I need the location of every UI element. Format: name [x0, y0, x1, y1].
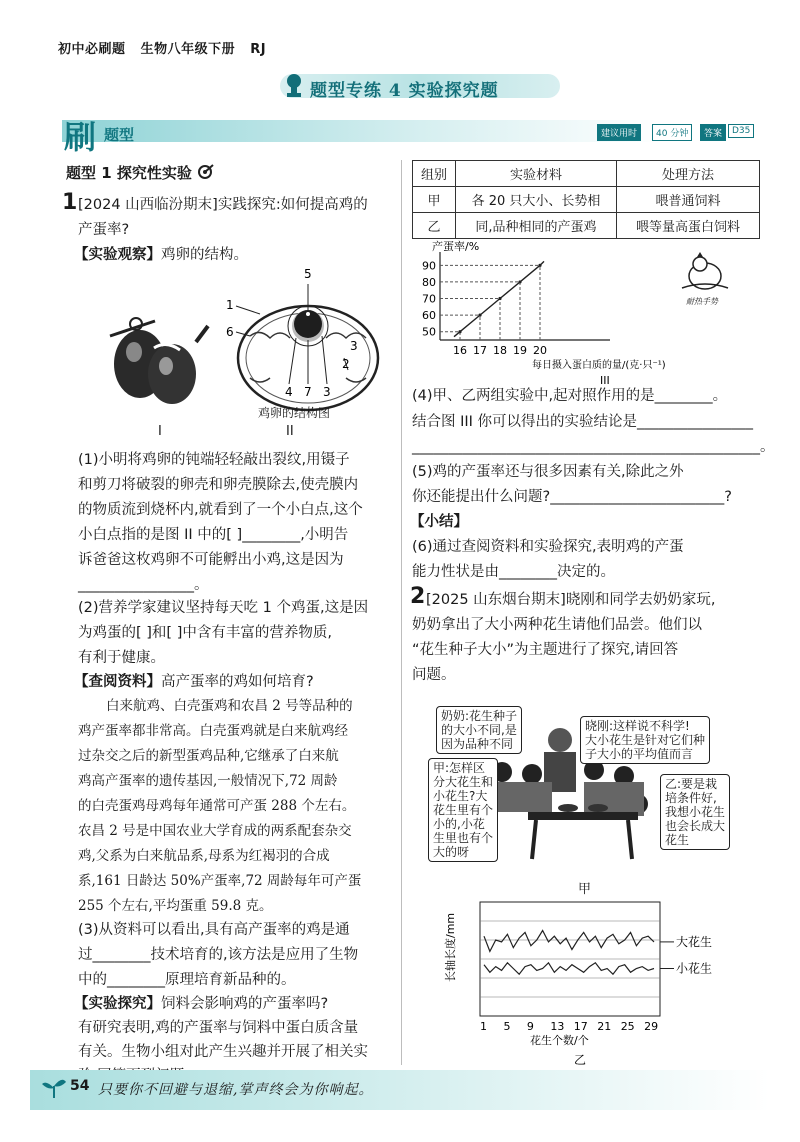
table-cell: 同,品种相同的产蛋鸡 — [456, 213, 617, 239]
material-line-4: 鸡高产蛋率的遗传基因,一般情况下,72 周龄 — [78, 773, 338, 789]
data-point — [478, 314, 481, 317]
p4-line-1: 有研究表明,鸡的产蛋率与饲料中蛋白质含量 — [78, 1020, 359, 1036]
x-axis-label: 每日摄入蛋白质的量/(克·只⁻¹) — [532, 360, 666, 371]
explore-line: 【实验探究】饲料会影响鸡的产蛋率吗? — [74, 996, 329, 1012]
legend-large-peanut: 大花生 — [676, 934, 713, 949]
book-name: 生物八年级下册 — [140, 42, 236, 57]
p3-line-1: (3)从资料可以看出,具有高产蛋率的鸡是通 — [78, 922, 350, 938]
y-axis-label: 长轴长度/mm — [444, 912, 457, 982]
section-title: 题型 1 探究性实验 — [66, 162, 215, 183]
p1-line-2: 和剪刀将破裂的卵壳和卵壳膜除去,使壳膜内 — [78, 477, 359, 493]
q6-line-1: (6)通过查阅资料和实验探究,表明鸡的产蛋 — [412, 539, 684, 555]
q2-line-2: 奶奶拿出了大小两种花生请他们品尝。他们以 — [412, 617, 702, 633]
x-tick-label: 9 — [526, 1020, 534, 1033]
q2-line-3: “花生种子大小”为主题进行了探究,请回答 — [412, 642, 679, 658]
bubble-xiaogang: 晓刚:这样说不科学! 大小花生是针对它们种 子大小的平均值而言 — [580, 716, 710, 764]
table-row — [413, 213, 760, 239]
egg-label-2: 2 — [342, 357, 350, 371]
egg-label-3b: 3 — [323, 385, 331, 399]
observe-line: 【实验观察】鸡卵的结构。 — [74, 247, 248, 263]
x-tick-label: 1 — [480, 1020, 487, 1033]
y-tick-label: 90 — [422, 259, 436, 273]
table-cell: 乙 — [413, 213, 456, 239]
x-tick-label: 29 — [644, 1020, 659, 1033]
q4-line-3: ________________________________________________。 — [412, 439, 775, 455]
x-tick-label: 21 — [597, 1020, 612, 1033]
table-cell: 甲 — [413, 187, 456, 213]
question-2-number: 2 — [410, 584, 426, 609]
x-tick-label: 18 — [493, 344, 507, 357]
x-tick-label: 5 — [503, 1020, 511, 1033]
egg-label-3a: 3 — [350, 339, 358, 353]
answer-label: 答案 — [700, 124, 726, 141]
series-line-large — [484, 931, 654, 952]
y-tick-label: 50 — [422, 325, 436, 339]
material-line-6: 农昌 2 号是中国农业大学育成的两系配套杂交 — [78, 823, 352, 839]
series-name: 初中必刷题 — [58, 42, 126, 57]
egg-structure-diagram — [226, 267, 378, 410]
x-tick-label: 19 — [513, 344, 527, 357]
p2-line-3: 有利于健康。 — [78, 650, 165, 666]
egg-caption: 鸡卵的结构图 — [258, 406, 331, 420]
table-row — [413, 187, 760, 213]
y-axis-label: 产蛋率/% — [432, 240, 480, 253]
x-tick-label: 17 — [573, 1020, 588, 1033]
p3-line-2: 过________技术培育的,该方法是应用了生物 — [78, 947, 359, 963]
x-tick-label: 17 — [473, 344, 487, 357]
x-axis-label: 花生个数/个 — [530, 1034, 589, 1047]
q1-line2: 产蛋率? — [78, 222, 130, 238]
data-point — [498, 297, 501, 300]
q6-line-2: 能力性状是由________决定的。 — [412, 564, 615, 580]
p1-line-4: 小白点指的是图 II 中的[ ]________,小明告 — [78, 527, 349, 543]
p1-line-3: 的物质流到烧杯内,就看到了一个小白点,这个 — [78, 502, 363, 518]
answer-page: D35 — [728, 124, 754, 138]
practice-band — [62, 114, 751, 156]
table-cell: 喂普通饲料 — [617, 187, 760, 213]
peanut-length-chart — [440, 896, 740, 1066]
broken-egg-illustration — [110, 318, 208, 404]
material-line-2: 鸡产蛋率都非常高。白壳蛋鸡就是白来航鸡经 — [78, 723, 348, 739]
page-number: 54 — [70, 1078, 90, 1094]
p1-line-6: ________________。 — [78, 577, 209, 593]
figure-label-i: I — [158, 424, 162, 439]
chart-caption: 乙 — [574, 1053, 587, 1066]
bubble-grandma: 奶奶:花生种子 的大小不同,是 因为品种不同 — [436, 706, 522, 754]
q5-line-2: 你还能提出什么问题?________________________? — [412, 489, 732, 505]
x-tick-label: 25 — [620, 1020, 635, 1033]
trophy-icon — [282, 72, 306, 100]
cartoon-caption: 甲 — [578, 882, 592, 897]
topic-banner — [270, 66, 570, 106]
x-tick-label: 20 — [533, 344, 547, 357]
edition: RJ — [250, 42, 267, 57]
table-cell: 喂等量高蛋白饲料 — [617, 213, 760, 239]
book-header — [58, 38, 266, 57]
y-tick-label: 60 — [422, 309, 436, 323]
series-line-small — [484, 963, 654, 974]
p1-line-1: (1)小明将鸡卵的钝端轻轻敲出裂纹,用镊子 — [78, 452, 350, 468]
q4-line-2: 结合图 III 你可以得出的实验结论是________________ — [412, 414, 754, 430]
egg-label-5: 5 — [304, 267, 312, 281]
y-tick-label: 70 — [422, 292, 436, 306]
sprout-icon — [40, 1074, 68, 1100]
egg-label-7: 7 — [304, 385, 312, 399]
x-tick-label: 13 — [550, 1020, 565, 1033]
shua-char: 刷 — [64, 118, 97, 156]
p2-line-2: 为鸡蛋的[ ]和[ ]中含有丰富的营养物质, — [78, 625, 332, 641]
p2-line-1: (2)营养学家建议坚持每天吃 1 个鸡蛋,这是因 — [78, 600, 369, 616]
material-line-8: 系,161 日龄达 50%产蛋率,72 周龄每年可产蛋 — [78, 873, 362, 889]
figure-label-ii: II — [286, 424, 294, 439]
hen-note: 耐热手势 — [686, 297, 718, 306]
time-value: 40 分钟 — [652, 124, 692, 141]
p3-line-3: 中的________原理培育新品种的。 — [78, 972, 296, 988]
q4-line-1: (4)甲、乙两组实验中,起对照作用的是________。 — [412, 388, 728, 404]
summary-label: 【小结】 — [410, 514, 468, 530]
table-header-row — [413, 161, 760, 187]
time-label: 建议用时 — [597, 124, 641, 141]
egg-figure — [100, 266, 400, 446]
bubble-jia: 甲:怎样区 分大花生和 小花生?大 花生里有个 小的,小花 生里也有个 大的呀 — [428, 758, 498, 862]
material-line-1: 白来航鸡、白壳蛋鸡和农昌 2 号等品种的 — [106, 698, 353, 714]
question-1-number: 1 — [62, 190, 78, 215]
q5-line-1: (5)鸡的产蛋率还与很多因素有关,除此之外 — [412, 464, 684, 480]
table-cell: 各 20 只大小、长势相 — [456, 187, 617, 213]
x-tick-label: 16 — [453, 344, 467, 357]
p1-line-5: 诉爸爸这枚鸡卵不可能孵出小鸡,这是因为 — [78, 552, 344, 568]
q2-line-1: [2025 山东烟台期末]晓刚和同学去奶奶家玩, — [426, 592, 716, 608]
bubble-yi: 乙:要是栽 培条件好, 我想小花生 也会长成大 花生 — [660, 774, 730, 850]
table-header-material: 实验材料 — [456, 161, 617, 187]
chart-caption: III — [600, 374, 610, 387]
egg-label-6: 6 — [226, 325, 234, 339]
data-point — [538, 264, 541, 267]
table-header-group: 组别 — [413, 161, 456, 187]
q1-line1: [2024 山西临汾期末]实践探究:如何提高鸡的 — [78, 197, 368, 213]
column-divider — [401, 160, 402, 1065]
band-label: 题型 — [104, 126, 135, 144]
data-point — [458, 330, 461, 333]
banner-title: 题型专练 4 实验探究题 — [310, 81, 499, 101]
query-line: 【查阅资料】高产蛋率的鸡如何培育? — [74, 674, 314, 690]
y-tick-label: 80 — [422, 275, 436, 289]
material-line-9: 255 个左右,平均蛋重 59.8 克。 — [78, 898, 273, 914]
egg-label-1: 1 — [226, 298, 234, 312]
experiment-table — [412, 160, 760, 239]
egg-label-4: 4 — [285, 385, 293, 399]
target-icon — [197, 164, 215, 180]
material-line-7: 鸡,父系为白来航品系,母系为红褐羽的合成 — [78, 848, 330, 864]
table-header-method: 处理方法 — [617, 161, 760, 187]
q2-line-4: 问题。 — [412, 667, 456, 683]
legend-small-peanut: 小花生 — [676, 961, 713, 976]
data-point — [518, 280, 521, 283]
material-line-3: 过杂交之后的新型蛋鸡品种,它继承了白来航 — [78, 748, 339, 764]
material-line-5: 的白壳蛋鸡母鸡每年通常可产蛋 288 个左右。 — [78, 798, 356, 814]
p4-line-2: 有关。生物小组对此产生兴趣并开展了相关实 — [78, 1044, 368, 1060]
footer-motto: 只要你不回避与退缩,掌声终会为你响起。 — [98, 1082, 374, 1098]
